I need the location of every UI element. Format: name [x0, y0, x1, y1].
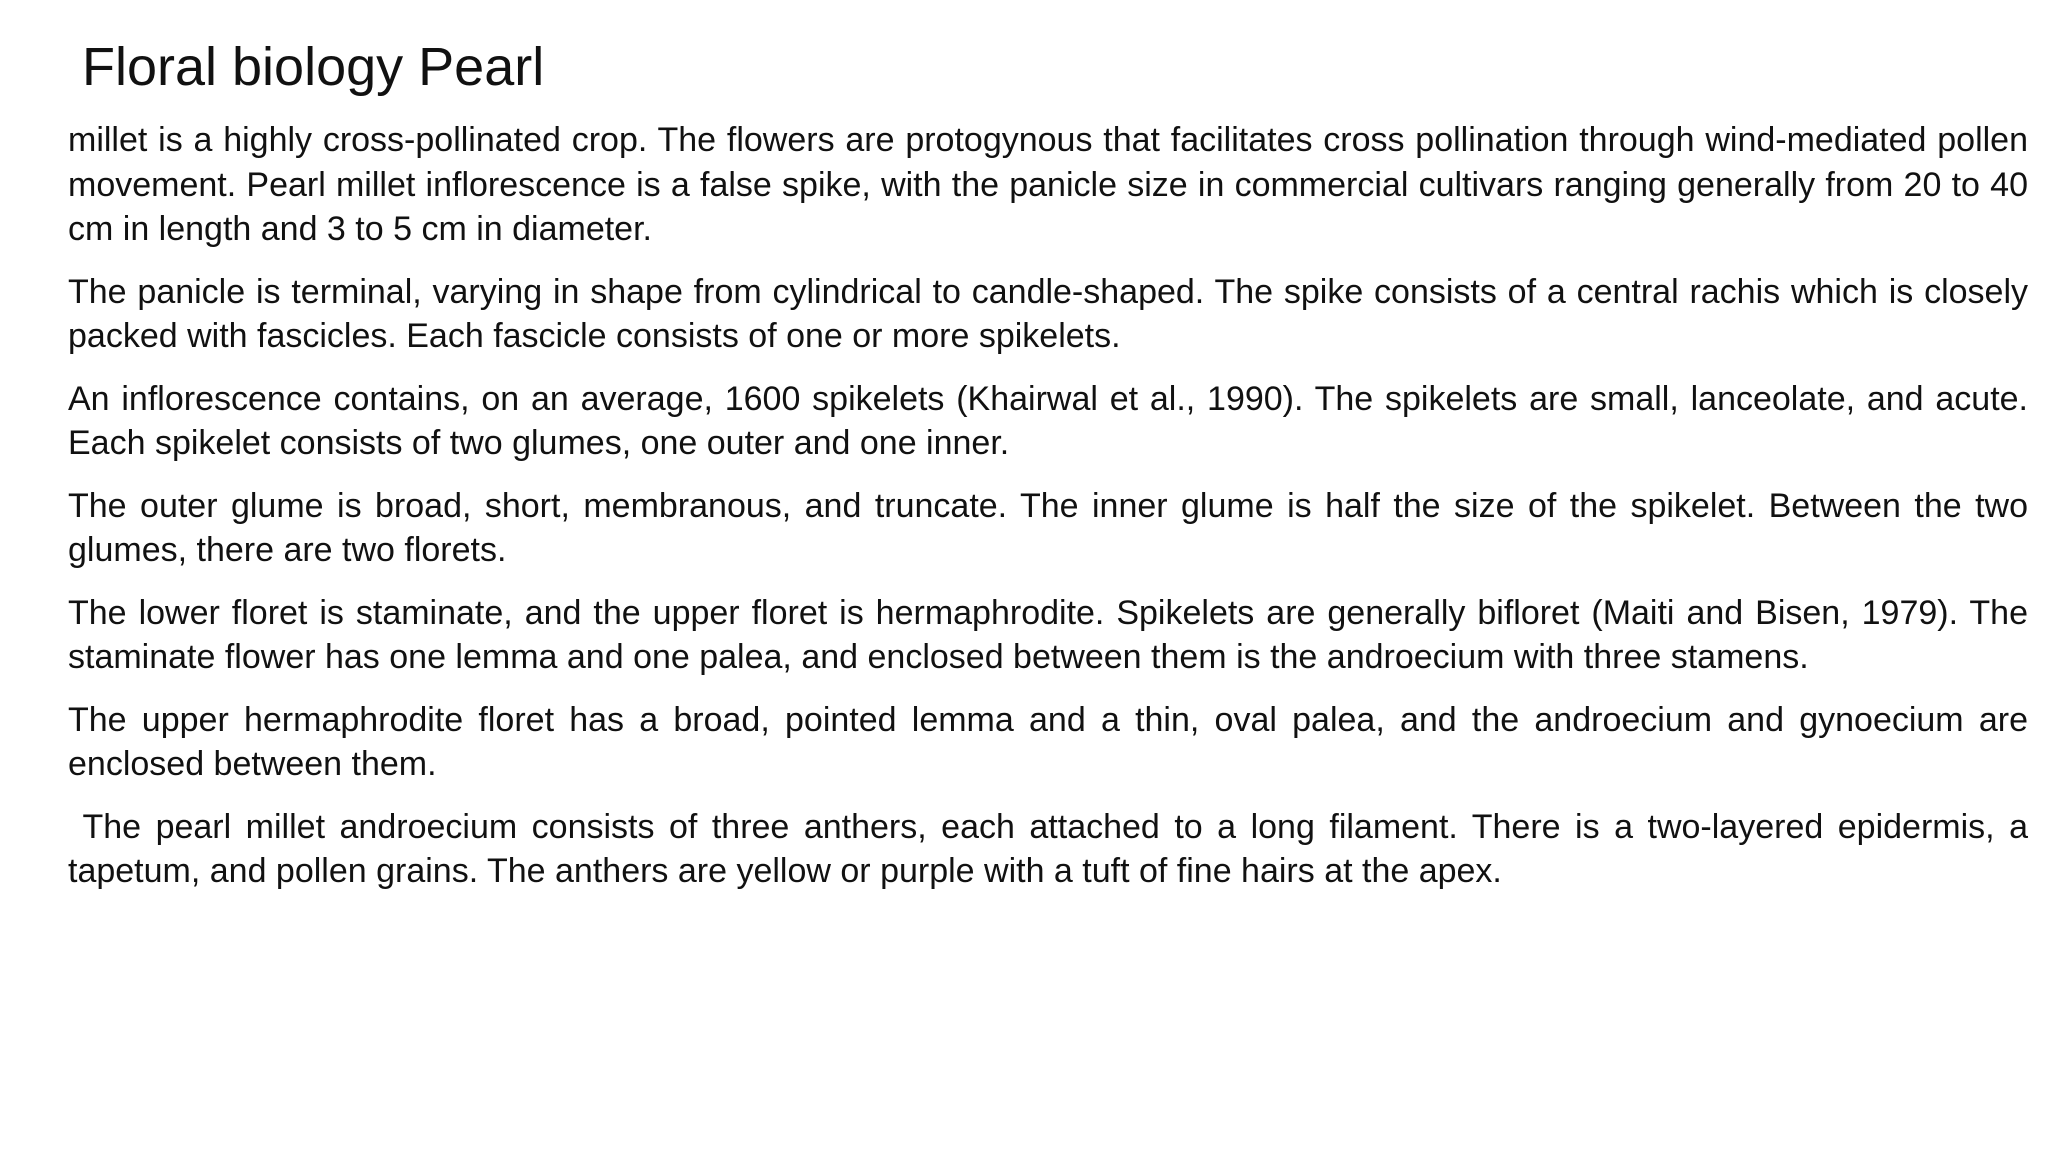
slide-title: Floral biology Pearl	[82, 37, 545, 97]
paragraph-panicle: The panicle is terminal, varying in shape from cylindrical to candle-shaped. The spike consists of a central rachis which is closely packed with fascicles. Each fascicle consists of one or more spikelets.	[68, 272, 2028, 355]
paragraph-inflorescence: An inflorescence contains, on an average, 1600 spikelets (Khairwal et al., 1990). The spikelets are small, lanceolate, and acute. Each spikelet consists of two glumes, one outer and one inner.	[68, 379, 2028, 462]
paragraph-hermaphrodite-floret: The upper hermaphrodite floret has a broad, pointed lemma and a thin, oval palea, and the androecium and gynoecium are enclosed between them.	[68, 700, 2028, 783]
slide-body	[68, 118, 2038, 894]
paragraph-androecium: The pearl millet androecium consists of three anthers, each attached to a long filament. There is a two-layered epidermis, a tapetum, and pollen grains. The anthers are yellow or purple with a tuft of fine hairs at the apex.	[68, 807, 2038, 890]
paragraph-glumes: The outer glume is broad, short, membranous, and truncate. The inner glume is half the size of the spikelet. Between the two glumes, there are two florets.	[68, 486, 2028, 569]
paragraph-florets: The lower floret is staminate, and the upper floret is hermaphrodite. Spikelets are generally bifloret (Maiti and Bisen, 1979). The staminate flower has one lemma and one palea, and enclosed between them is the androecium with three stamens.	[68, 593, 2028, 676]
paragraph-pollination: millet is a highly cross-pollinated crop. The flowers are protogynous that facilitates cross pollination through wind-mediated pollen movement. Pearl millet inflorescence is a false spike, with the panicle size in commercial cultivars ranging generally from 20 to 40 cm in length and 3 to 5 cm in diameter.	[68, 121, 2028, 248]
